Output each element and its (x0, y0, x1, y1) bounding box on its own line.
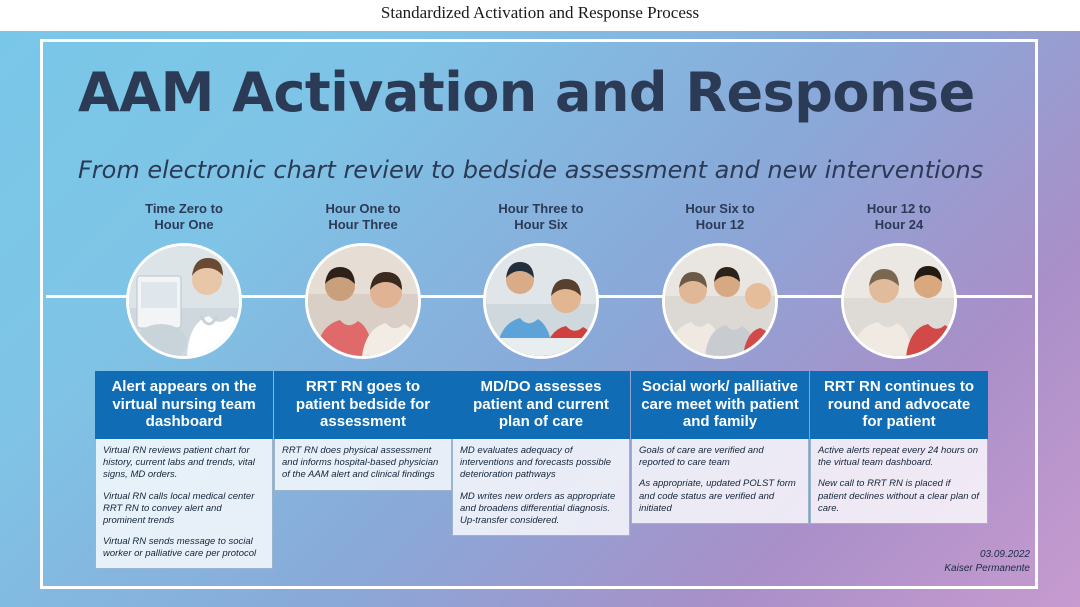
stage-notes-2: RRT RN does physical assessment and informs hospital-based physician of the AAM alert and clinical findings (274, 439, 452, 490)
stage-column-1 (95, 201, 273, 569)
nurse-with-tablet-photo (126, 243, 242, 359)
stage-notes-1: Virtual RN reviews patient chart for history, current labs and trends, vital signs, MD orders. Virtual RN calls local medical center RRT RN to convey alert and prominent trends Virtual RN sends message to social worker or palliative care per protocol (95, 439, 273, 569)
physician-at-bedside-photo (483, 243, 599, 359)
slide-subheadline: From electronic chart review to bedside assessment and new interventions (78, 156, 984, 184)
slide-canvas (0, 31, 1080, 607)
credit-block (944, 548, 1030, 575)
stage-time-label-1: Time Zero to Hour One (145, 201, 223, 233)
nurse-rounding-photo (841, 243, 957, 359)
stage-heading-2: RRT RN goes to patient bedside for assessment (274, 371, 452, 439)
stage-time-label-4: Hour Six to Hour 12 (685, 201, 755, 233)
stage-heading-3: MD/DO assesses patient and current plan of care (452, 371, 630, 439)
stage-heading-4: Social work/ palliative care meet with patient and family (631, 371, 809, 439)
stage-heading-5: RRT RN continues to round and advocate for patient (810, 371, 988, 439)
slide-headline: AAM Activation and Response (78, 61, 975, 124)
stage-notes-4: Goals of care are verified and reported to care team As appropriate, updated POLST form and code status are verified and initiated (631, 439, 809, 524)
care-team-meeting-photo (662, 243, 778, 359)
stage-column-3 (452, 201, 630, 536)
credit-org: Kaiser Permanente (944, 562, 1030, 574)
stage-notes-5: Active alerts repeat every 24 hours on the virtual team dashboard. New call to RRT RN is placed if patient declines without a clear plan of care. (810, 439, 988, 524)
stage-time-label-3: Hour Three to Hour Six (498, 201, 584, 233)
stage-column-4 (631, 201, 809, 524)
nurse-with-patient-photo (305, 243, 421, 359)
stage-time-label-2: Hour One to Hour Three (325, 201, 401, 233)
credit-date: 03.09.2022 (979, 549, 1030, 560)
stage-notes-3: MD evaluates adequacy of interventions and forecasts possible deterioration pathways MD writes new orders as appropriate and broadens differential diagnosis. Up-transfer considered. (452, 439, 630, 536)
stage-column-2 (274, 201, 452, 491)
stage-time-label-5: Hour 12 to Hour 24 (866, 201, 932, 233)
stage-column-5 (810, 201, 988, 524)
stage-heading-1: Alert appears on the virtual nursing team dashboard (95, 371, 273, 439)
page-title: Standardized Activation and Response Process (380, 3, 700, 22)
